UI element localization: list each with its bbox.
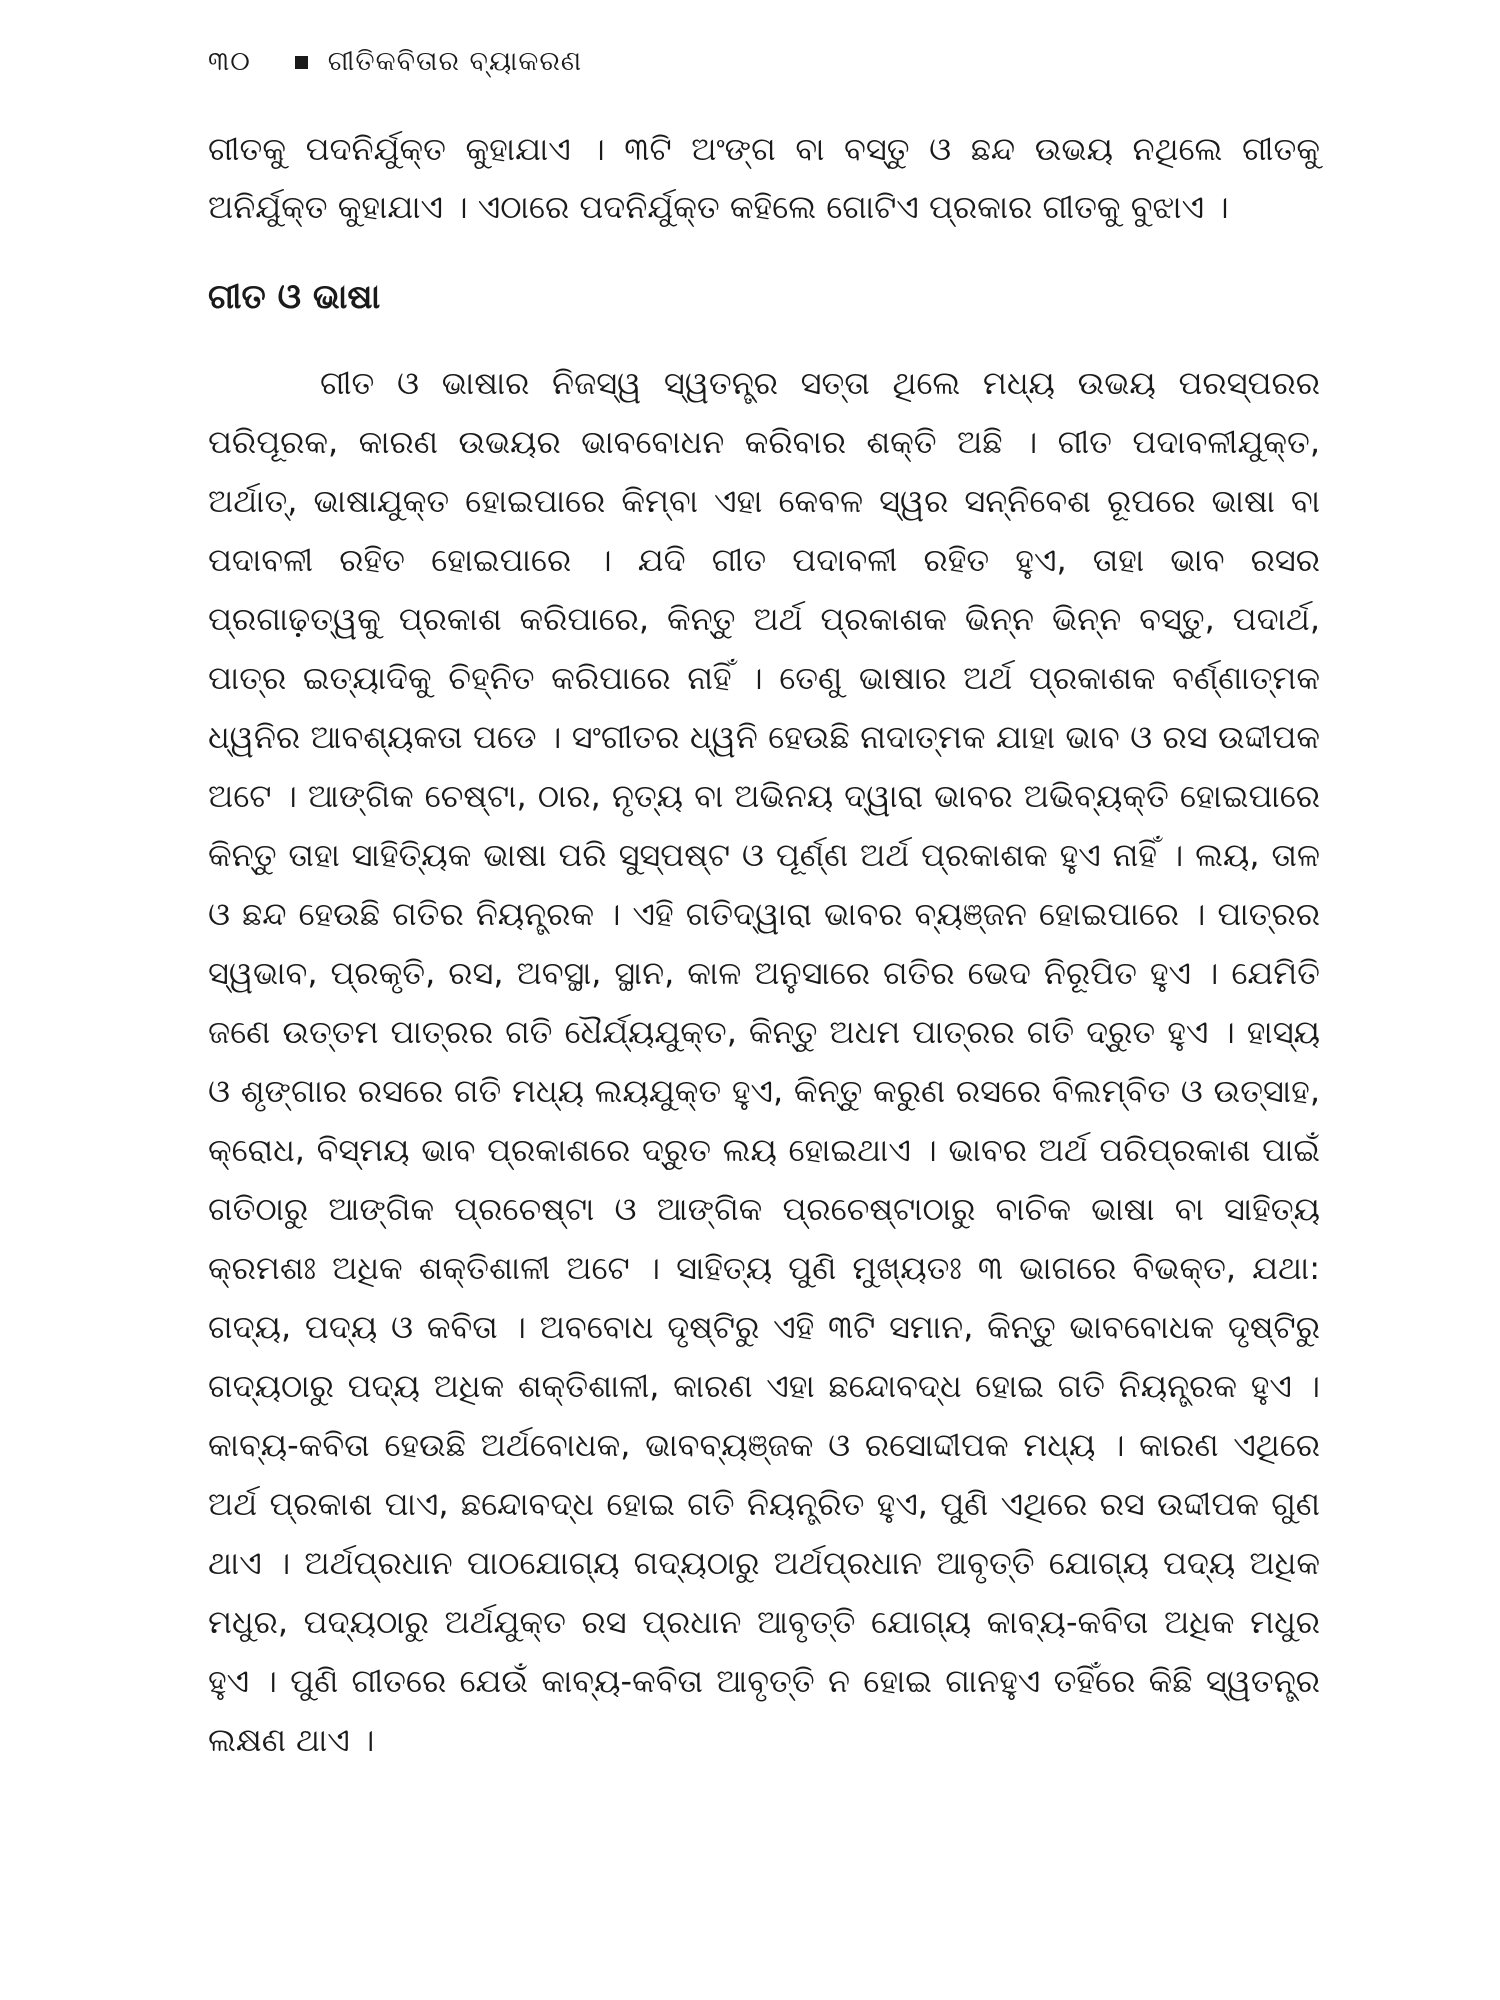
square-bullet-icon xyxy=(295,56,308,69)
section-paragraph: ଗୀତ ଓ ଭାଷାର ନିଜସ୍ୱ ସ୍ୱତନ୍ତ୍ର ସତ୍ତା ଥିଲେ ମଧ୍ୟ ଉଭୟ ପରସ୍ପରର ପରିପୂରକ, କାରଣ ଉଭୟର ଭାବବୋଧନ କରିବାର ଶକ୍ତି ଅଛି । ଗୀତ ପଦାବଳୀଯୁକ୍ତ, ଅର୍ଥାତ୍, ଭାଷାଯୁକ୍ତ ହୋଇପାରେ କିମ୍ବା ଏହା କେବଳ ସ୍ୱର ସନ୍ନିବେଶ ରୂପରେ ଭାଷା ବା ପଦାବଳୀ ରହିତ ହୋଇପାରେ । ଯଦି ଗୀତ ପଦାବଳୀ ରହିତ ହୁଏ, ତାହା ଭାବ ରସର ପ୍ରଗାଢ଼ତ୍ୱକୁ ପ୍ରକାଶ କରିପାରେ, କିନ୍ତୁ ଅର୍ଥ ପ୍ରକାଶକ ଭିନ୍ନ ଭିନ୍ନ ବସ୍ତୁ, ପଦାର୍ଥ, ପାତ୍ର ଇତ୍ୟାଦିକୁ ଚିହ୍ନିତ କରିପାରେ ନାହିଁ । ତେଣୁ ଭାଷାର ଅର୍ଥ ପ୍ରକାଶକ ବର୍ଣ୍ଣାତ୍ମକ ଧ୍ୱନିର ଆବଶ୍ୟକତା ପଡେ । ସଂଗୀତର ଧ୍ୱନି ହେଉଛି ନାଦାତ୍ମକ ଯାହା ଭାବ ଓ ରସ ଉଦ୍ଦୀପକ ଅଟେ । ଆଙ୍ଗିକ ଚେଷ୍ଟା, ଠାର, ନୃତ୍ୟ ବା ଅଭିନୟ ଦ୍ୱାରା ଭାବର ଅଭିବ୍ୟକ୍ତି ହୋଇପାରେ କିନ୍ତୁ ତାହା ସାହିତ୍ୟିକ ଭାଷା ପରି ସୁସ୍ପଷ୍ଟ ଓ ପୂର୍ଣ୍ଣ ଅର୍ଥ ପ୍ରକାଶକ ହୁଏ ନାହିଁ । ଲୟ, ତାଳ ଓ ଛନ୍ଦ ହେଉଛି ଗତିର ନିୟନ୍ତ୍ରକ । ଏହି ଗତିଦ୍ୱାରା ଭାବର ବ୍ୟଞ୍ଜନ ହୋଇପାରେ । ପାତ୍ରର ସ୍ୱଭାବ, ପ୍ରକୃତି, ରସ, ଅବସ୍ଥା, ସ୍ଥାନ, କାଳ ଅନୁସାରେ ଗତିର ଭେଦ ନିରୂପିତ ହୁଏ । ଯେମିତି ଜଣେ ଉତ୍ତମ ପାତ୍ରର ଗତି ଧୈର୍ଯ୍ୟଯୁକ୍ତ, କିନ୍ତୁ ଅଧମ ପାତ୍ରର ଗତି ଦ୍ରୁତ ହୁଏ । ହାସ୍ୟ ଓ ଶୃଙ୍ଗାର ରସରେ ଗତି ମଧ୍ୟ ଲୟଯୁକ୍ତ ହୁଏ, କିନ୍ତୁ କରୁଣ ରସରେ ବିଲମ୍ବିତ ଓ ଉତ୍ସାହ, କ୍ରୋଧ, ବିସ୍ମୟ ଭାବ ପ୍ରକାଶରେ ଦ୍ରୁତ ଲୟ ହୋଇଥାଏ । ଭାବର ଅର୍ଥ ପରିପ୍ରକାଶ ପାଇଁ ଗତିଠାରୁ ଆଙ୍ଗିକ ପ୍ରଚେଷ୍ଟା ଓ ଆଙ୍ଗିକ ପ୍ରଚେଷ୍ଟାଠାରୁ ବାଚିକ ଭାଷା ବା ସାହିତ୍ୟ କ୍ରମଶଃ ଅଧିକ ଶକ୍ତିଶାଳୀ ଅଟେ । ସାହିତ୍ୟ ପୁଣି ମୁଖ୍ୟତଃ ୩ ଭାଗରେ ବିଭକ୍ତ, ଯଥା: ଗଦ୍ୟ, ପଦ୍ୟ ଓ କବିତା । ଅବବୋଧ ଦୃଷ୍ଟିରୁ ଏହି ୩ଟି ସମାନ, କିନ୍ତୁ ଭାବବୋଧକ ଦୃଷ୍ଟିରୁ ଗଦ୍ୟଠାରୁ ପଦ୍ୟ ଅଧିକ ଶକ୍ତିଶାଳୀ, କାରଣ ଏହା ଛନ୍ଦୋବଦ୍ଧ ହୋଇ ଗତି ନିୟନ୍ତ୍ରକ ହୁଏ । କାବ୍ୟ-କବିତା ହେଉଛି ଅର୍ଥବୋଧକ, ଭାବବ୍ୟଞ୍ଜକ ଓ ରସୋଦ୍ଦୀପକ ମଧ୍ୟ । କାରଣ ଏଥିରେ ଅର୍ଥ ପ୍ରକାଶ ପାଏ, ଛନ୍ଦୋବଦ୍ଧ ହୋଇ ଗତି ନିୟନ୍ତ୍ରିତ ହୁଏ, ପୁଣି ଏଥିରେ ରସ ଉଦ୍ଦୀପକ ଗୁଣ ଥାଏ । ଅର୍ଥପ୍ରଧାନ ପାଠଯୋଗ୍ୟ ଗଦ୍ୟଠାରୁ ଅର୍ଥପ୍ରଧାନ ଆବୃତ୍ତି ଯୋଗ୍ୟ ପଦ୍ୟ ଅଧିକ ମଧୁର, ପଦ୍ୟଠାରୁ ଅର୍ଥଯୁକ୍ତ ରସ ପ୍ରଧାନ ଆବୃତ୍ତି ଯୋଗ୍ୟ କାବ୍ୟ-କବିତା ଅଧିକ ମଧୁର ହୁଏ । ପୁଣି ଗୀତରେ ଯେଉଁ କାବ୍ୟ-କବିତା ଆବୃତ୍ତି ନ ହୋଇ ଗାନହୁଏ ତହିଁରେ କିଛି ସ୍ୱତନ୍ତ୍ର ଲକ୍ଷଣ ଥାଏ । xyxy=(208,364,1320,1760)
book-page xyxy=(208,38,1320,1968)
section-heading: ଗୀତ ଓ ଭାଷା xyxy=(208,277,381,317)
running-header xyxy=(208,38,1320,86)
running-title: ଗୀତିକବିତାର ବ୍ୟାକରଣ xyxy=(327,46,583,77)
page-number: ୩୦ xyxy=(208,46,251,77)
intro-paragraph: ଗୀତକୁ ପଦନିର୍ଯୁକ୍ତ କୁହାଯାଏ । ୩ଟି ଅଂଙ୍ଗ ବା ବସ୍ତୁ ଓ ଛନ୍ଦ ଉଭୟ ନଥିଲେ ଗୀତକୁ ଅନିର୍ଯୁକ୍ତ କୁହାଯାଏ । ଏଠାରେ ପଦନିର୍ଯୁକ୍ତ କହିଲେ ଗୋଟିଏ ପ୍ରକାର ଗୀତକୁ ବୁଝାଏ । xyxy=(208,130,1320,226)
